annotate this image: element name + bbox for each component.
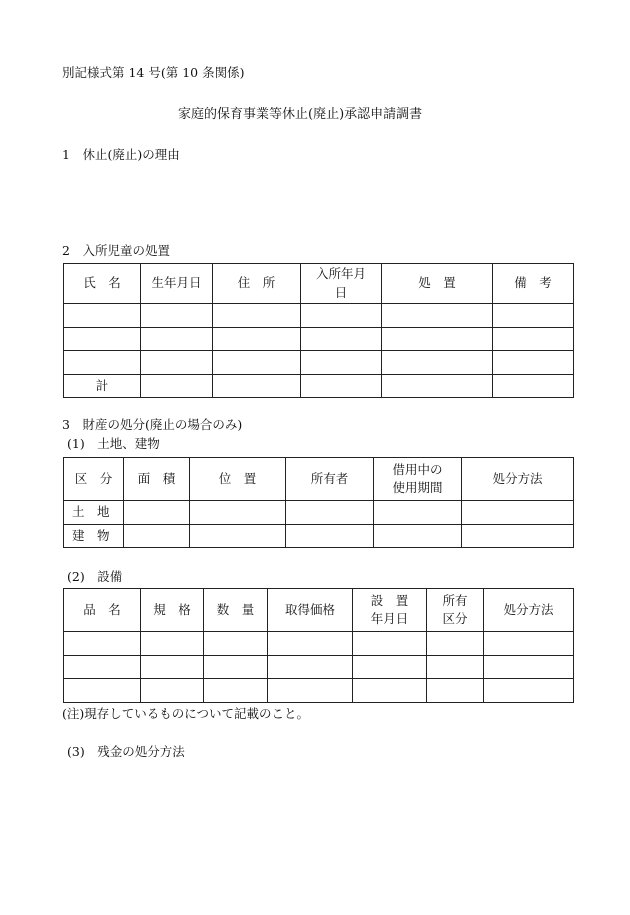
table-cell[interactable] <box>213 374 301 398</box>
column-header: 数 量 <box>204 589 268 632</box>
column-header: 取得価格 <box>268 589 353 632</box>
land-building-row <box>64 524 574 548</box>
column-header: 所有者 <box>286 458 374 501</box>
table-cell[interactable] <box>382 351 493 375</box>
table-cell[interactable] <box>64 632 141 656</box>
equipment-note: (注)現存しているものについて記載のこと。 <box>62 706 310 721</box>
table-cell[interactable] <box>64 655 141 679</box>
table-cell[interactable]: 建 物 <box>64 524 124 548</box>
column-header: 処分方法 <box>484 589 574 632</box>
column-header: 区 分 <box>64 458 124 501</box>
table-cell[interactable] <box>204 679 268 703</box>
equipment-table <box>63 588 574 703</box>
table-cell[interactable] <box>301 327 382 351</box>
table-cell[interactable] <box>427 679 484 703</box>
table-cell[interactable] <box>493 374 574 398</box>
table-cell[interactable] <box>141 679 204 703</box>
table-cell[interactable] <box>213 327 301 351</box>
table-cell[interactable] <box>213 304 301 328</box>
table-cell[interactable] <box>204 632 268 656</box>
header-row <box>64 458 574 501</box>
column-header: 所有 区分 <box>427 589 484 632</box>
table-cell[interactable] <box>382 304 493 328</box>
column-header: 面 積 <box>124 458 190 501</box>
column-header: 生年月日 <box>141 264 213 304</box>
table-cell[interactable] <box>213 351 301 375</box>
table-cell[interactable] <box>141 632 204 656</box>
table-cell[interactable] <box>493 304 574 328</box>
table-cell[interactable] <box>374 501 462 525</box>
equipment-row <box>64 679 574 703</box>
table-cell[interactable] <box>124 524 190 548</box>
table-cell[interactable] <box>427 632 484 656</box>
table-cell[interactable] <box>64 679 141 703</box>
form-title: 家庭的保育事業等休止(廃止)承認申請調書 <box>178 107 423 122</box>
equipment-row <box>64 655 574 679</box>
table-cell[interactable] <box>64 351 141 375</box>
section3-heading: 3 財産の処分(廃止の場合のみ) <box>62 417 243 432</box>
column-header: 品 名 <box>64 589 141 632</box>
table-cell[interactable]: 土 地 <box>64 501 124 525</box>
table-cell[interactable] <box>190 524 286 548</box>
column-header: 入所年月 日 <box>301 264 382 304</box>
table-cell[interactable] <box>484 632 574 656</box>
table-cell[interactable] <box>484 655 574 679</box>
table-cell[interactable] <box>493 351 574 375</box>
table-cell[interactable] <box>374 524 462 548</box>
table-cell[interactable] <box>190 501 286 525</box>
table-cell[interactable] <box>427 655 484 679</box>
child-row <box>64 351 574 375</box>
table-cell[interactable] <box>301 374 382 398</box>
table-cell[interactable] <box>141 351 213 375</box>
child-row <box>64 327 574 351</box>
table-cell[interactable] <box>141 374 213 398</box>
table-cell[interactable] <box>484 679 574 703</box>
table-cell[interactable] <box>268 632 353 656</box>
table-cell[interactable] <box>353 655 427 679</box>
table-cell[interactable] <box>204 655 268 679</box>
table-cell[interactable] <box>382 327 493 351</box>
section1-heading: 1 休止(廃止)の理由 <box>62 147 180 162</box>
table-cell[interactable] <box>382 374 493 398</box>
header-row <box>64 264 574 304</box>
column-header: 借用中の 使用期間 <box>374 458 462 501</box>
column-header: 設 置 年月日 <box>353 589 427 632</box>
table-cell[interactable] <box>301 351 382 375</box>
column-header: 氏 名 <box>64 264 141 304</box>
column-header: 位 置 <box>190 458 286 501</box>
table-cell[interactable] <box>268 679 353 703</box>
table-cell[interactable] <box>462 501 574 525</box>
table-cell[interactable] <box>268 655 353 679</box>
land-building-heading: (1) 土地、建物 <box>67 436 160 451</box>
table-cell[interactable] <box>124 501 190 525</box>
table-cell[interactable] <box>493 327 574 351</box>
child-row <box>64 374 574 398</box>
children-table <box>63 263 574 398</box>
table-cell[interactable] <box>462 524 574 548</box>
equipment-heading: (2) 設備 <box>67 569 123 584</box>
table-cell[interactable] <box>141 327 213 351</box>
child-row <box>64 304 574 328</box>
table-cell[interactable] <box>141 304 213 328</box>
column-header: 処 置 <box>382 264 493 304</box>
column-header: 規 格 <box>141 589 204 632</box>
land-building-table <box>63 457 574 548</box>
table-cell[interactable] <box>286 524 374 548</box>
table-cell[interactable] <box>301 304 382 328</box>
section2-heading: 2 入所児童の処置 <box>62 243 170 258</box>
table-cell[interactable] <box>353 679 427 703</box>
surplus-heading: (3) 残金の処分方法 <box>67 744 185 759</box>
table-cell[interactable] <box>64 304 141 328</box>
equipment-row <box>64 632 574 656</box>
table-cell[interactable]: 計 <box>64 374 141 398</box>
table-cell[interactable] <box>286 501 374 525</box>
header-row <box>64 589 574 632</box>
table-cell[interactable] <box>64 327 141 351</box>
land-building-row <box>64 501 574 525</box>
form-number: 別記様式第 14 号(第 10 条関係) <box>62 65 245 80</box>
column-header: 処分方法 <box>462 458 574 501</box>
table-cell[interactable] <box>353 632 427 656</box>
column-header: 備 考 <box>493 264 574 304</box>
table-cell[interactable] <box>141 655 204 679</box>
column-header: 住 所 <box>213 264 301 304</box>
